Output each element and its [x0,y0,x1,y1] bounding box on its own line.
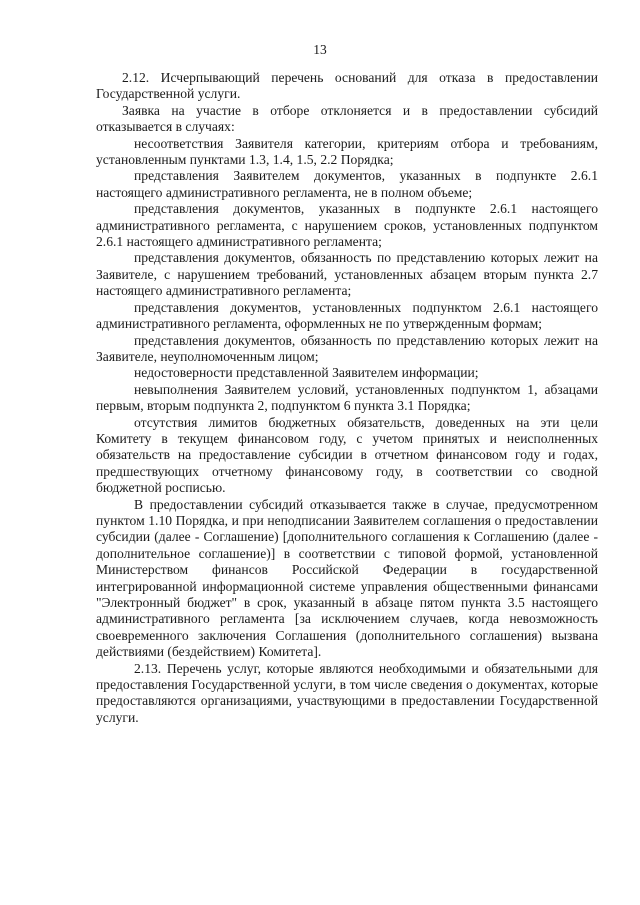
list-item: представления документов, обязанность по представлению которых лежит на Заявителе, с нарушением требований, установленных абзацем вторым пункта 2.7 настоящего административного регламента; [96,250,598,299]
paragraph-intro: Заявка на участие в отборе отклоняется и в предоставлении субсидий отказывается в случаях: [96,102,598,135]
list-item: недостоверности представленной Заявителем информации; [134,365,479,381]
section-heading-2-13: 2.13. Перечень услуг, которые являются необходимыми и обязательными для предоставления Государственной услуги, в том числе сведения о документах, которые предоставляются организациями, участвующими в предоставлении Государственной услуги. [96,660,598,725]
list-item: несоответствия Заявителя категории, критериям отбора и требованиям, установленным пунктами 1.3, 1.4, 1.5, 2.2 Порядка; [96,135,598,168]
page-number: 13 [313,42,327,57]
list-item: представления документов, обязанность по представлению которых лежит на Заявителе, неуполномоченным лицом; [96,332,598,364]
list-item: невыполнения Заявителем условий, установленных подпунктом 1, абзацами первым, вторым подпункта 2, подпунктом 6 пункта 3.1 Порядка; [96,381,598,414]
list-item: представления документов, указанных в подпункте 2.6.1 настоящего административного регламента, с нарушением сроков, установленных подпунктом 2.6.1 настоящего административного регламента; [96,201,598,250]
section-heading-2-12: 2.12. Исчерпывающий перечень оснований для отказа в предоставлении Государственной услуги. [96,70,598,102]
document-body [96,70,598,726]
list-item: отсутствия лимитов бюджетных обязательств, доведенных на эти цели Комитету в текущем финансовом году, с учетом принятых и неисполненных обязательств на предоставление субсидии в отчетном финансовом году и годах, предшествующих отчетному финансовому году, в соответствии со сводной бюджетной росписью. [96,414,598,496]
paragraph-refusal-case: В предоставлении субсидий отказывается также в случае, предусмотренном пунктом 1.10 Порядка, и при неподписании Заявителем соглашения о предоставлении субсидии (далее - Соглашение) [дополнительного соглашения к Соглашению (далее - дополнительное соглашение)] в соответствии с типовой формой, установленной Министерством финансов Российской Федерации в государственной интегрированной информационной системе управления общественными финансами "Электронный бюджет" в срок, указанный в абзаце пятом пункта 3.5 настоящего административного регламента [за исключением случаев, когда невозможность своевременного заключения Соглашения (дополнительного соглашения) вызвана действиями (бездействием) Комитета]. [96,496,598,660]
list-item: представления Заявителем документов, указанных в подпункте 2.6.1 настоящего административного регламента, не в полном объеме; [96,168,598,200]
list-item: представления документов, установленных подпунктом 2.6.1 настоящего административного регламента, оформленных не по утвержденным формам; [96,299,598,332]
